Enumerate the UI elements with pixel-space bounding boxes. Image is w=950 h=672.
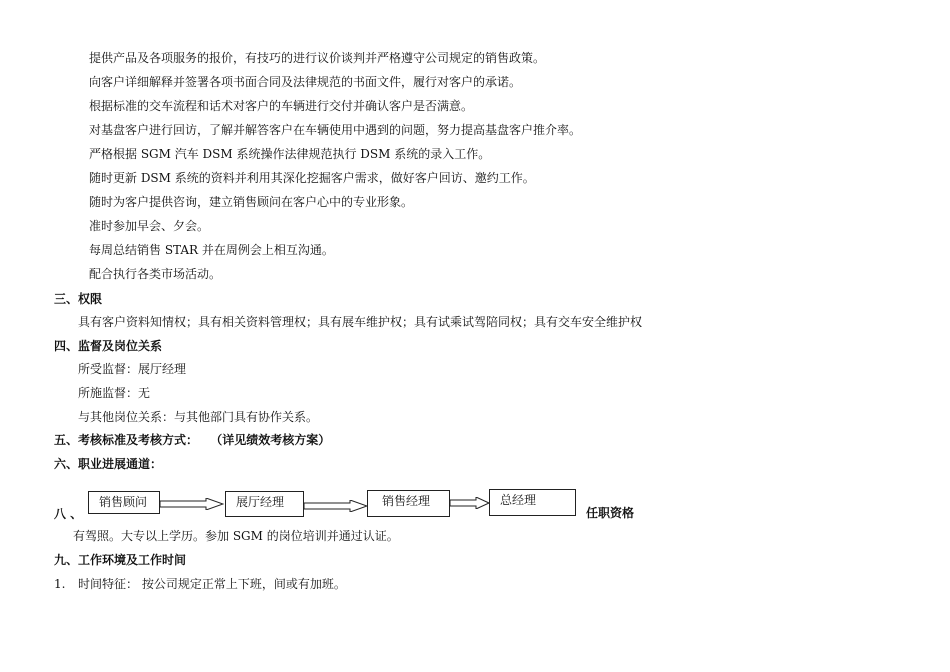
section-heading-career: 六、职业进展通道： [54,457,163,471]
duty-item: 随时更新 DSM 系统的资料并利用其深化挖掘客户需求，做好客户回访、邀约工作。 [89,171,535,185]
career-step-box [367,490,450,517]
assessment-heading-text: 五、考核标准及考核方式： [54,433,199,447]
working-hours-text: 时间特征： 按公司规定正常上下班，间或有加班。 [78,577,346,591]
career-step-label: 销售顾问 [99,495,148,509]
arrow-icon [450,497,490,509]
qualification-text: 有驾照。大专以上学历。参加 SGM 的岗位培训并通过认证。 [73,529,399,543]
supervises-text: 所施监督：无 [78,386,151,400]
duty-item: 每周总结销售 STAR 并在周例会上相互沟通。 [89,243,334,257]
list-number: 1. [54,577,66,591]
section-heading-environment: 九、工作环境及工作时间 [54,553,187,567]
authority-text: 具有客户资料知情权；具有相关资料管理权；具有展车维护权；具有试乘试驾陪同权；具有交车安全维护权 [78,315,643,329]
section-8-prefix: 八 、 [54,507,83,521]
career-step-label: 总经理 [500,493,537,507]
relations-text: 与其他岗位关系：与其他部门具有协作关系。 [78,410,319,424]
supervised-by-text: 所受监督：展厅经理 [78,362,187,376]
section-heading-supervision: 四、监督及岗位关系 [54,339,163,353]
duty-item: 配合执行各类市场活动。 [89,267,222,281]
duty-item: 向客户详细解释并签署各项书面合同及法律规范的书面文件，履行对客户的承诺。 [89,75,522,89]
duty-item: 严格根据 SGM 汽车 DSM 系统操作法律规范执行 DSM 系统的录入工作。 [89,147,491,161]
assessment-note: （详见绩效考核方案） [210,433,331,447]
career-step-box [88,491,160,514]
duty-item: 根据标准的交车流程和话术对客户的车辆进行交付并确认客户是否满意。 [89,99,474,113]
duty-item: 随时为客户提供咨询，建立销售顾问在客户心中的专业形象。 [89,195,414,209]
career-step-label: 销售经理 [382,494,431,508]
career-step-box [489,489,576,516]
section-heading-authority: 三、权限 [54,292,103,306]
arrow-icon [160,498,224,510]
arrow-icon [304,500,368,512]
duty-item: 准时参加早会、夕会。 [89,219,210,233]
duty-item: 提供产品及各项服务的报价，有技巧的进行议价谈判并严格遵守公司规定的销售政策。 [89,51,546,65]
duty-item: 对基盘客户进行回访，了解并解答客户在车辆使用中遇到的问题，努力提高基盘客户推介率。 [89,123,582,137]
career-step-box [225,491,304,517]
section-heading-qualification: 任职资格 [586,506,635,520]
section-heading-assessment [54,432,330,448]
career-step-label: 展厅经理 [236,495,285,509]
